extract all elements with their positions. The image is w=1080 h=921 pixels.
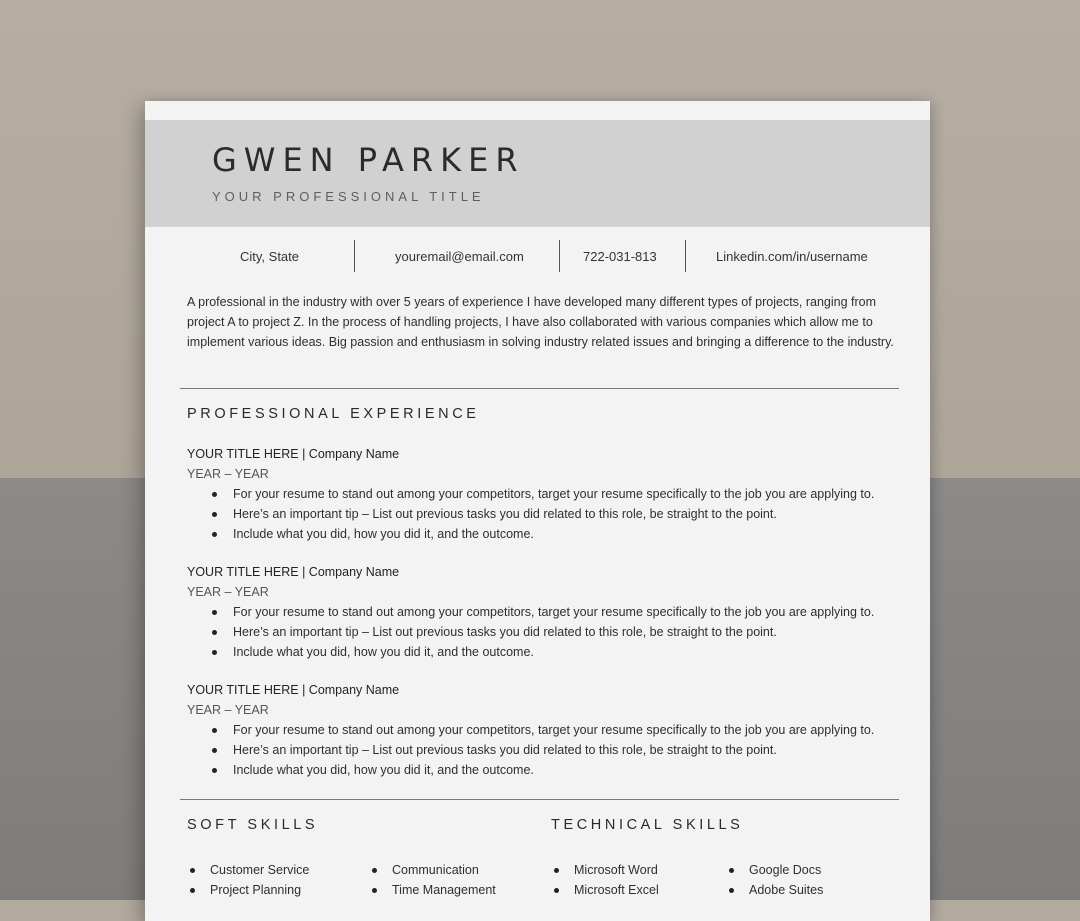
- job-years: YEAR – YEAR: [187, 585, 269, 599]
- contact-linkedin: Linkedin.com/in/username: [716, 248, 868, 264]
- job-bullets: [187, 484, 902, 544]
- section-divider: [180, 799, 899, 800]
- experience-heading: PROFESSIONAL EXPERIENCE: [187, 406, 480, 422]
- job-title: YOUR TITLE HERE | Company Name: [187, 683, 400, 697]
- technical-skills-heading: TECHNICAL SKILLS: [551, 817, 744, 833]
- contact-location: City, State: [240, 248, 300, 264]
- job-bullet: For your resume to stand out among your competitors, target your resume specifically to the job you are applying to.: [187, 720, 902, 740]
- soft-skill-item: Project Planning: [188, 880, 301, 900]
- professional-title: YOUR PROFESSIONAL TITLE: [212, 189, 485, 204]
- job-title: YOUR TITLE HERE | Company Name: [187, 447, 400, 461]
- job-title: YOUR TITLE HERE | Company Name: [187, 565, 400, 579]
- job-bullet: For your resume to stand out among your competitors, target your resume specifically to the job you are applying to.: [187, 602, 902, 622]
- job-bullet: For your resume to stand out among your competitors, target your resume specifically to the job you are applying to.: [187, 484, 902, 504]
- contact-divider: [685, 240, 686, 272]
- contact-divider: [559, 240, 560, 272]
- job-bullet: Include what you did, how you did it, and the outcome.: [187, 642, 902, 662]
- job-entry: [187, 444, 902, 544]
- soft-skill-item: Customer Service: [188, 860, 309, 880]
- contact-email: youremail@email.com: [395, 248, 524, 264]
- job-entry: [187, 562, 902, 662]
- technical-skill-item: Google Docs: [727, 860, 821, 880]
- soft-skills-heading: SOFT SKILLS: [187, 817, 319, 833]
- job-bullets: [187, 602, 902, 662]
- job-years: YEAR – YEAR: [187, 703, 269, 717]
- soft-skill-item: Time Management: [370, 880, 496, 900]
- summary-paragraph: A professional in the industry with over 5 years of experience I have developed many different types of projects, ranging from project A to project Z. In the process of handling projects, I have also collaborated with various companies which allow me to implement various ideas. Big passion and enthusiasm in solving industry related issues and bringing a difference to the industry.: [187, 295, 894, 349]
- contact-divider: [354, 240, 355, 272]
- job-entry: [187, 680, 902, 780]
- job-bullets: [187, 720, 902, 780]
- soft-skill-item: Communication: [370, 860, 479, 880]
- job-bullet: Here’s an important tip – List out previous tasks you did related to this role, be straight to the point.: [187, 622, 902, 642]
- job-bullet: Here’s an important tip – List out previous tasks you did related to this role, be straight to the point.: [187, 740, 902, 760]
- technical-skill-item: Microsoft Excel: [552, 880, 659, 900]
- candidate-name: GWEN PARKER: [212, 141, 525, 179]
- technical-skill-item: Microsoft Word: [552, 860, 658, 880]
- section-divider: [180, 388, 899, 389]
- resume-page: [145, 101, 930, 921]
- technical-skill-item: Adobe Suites: [727, 880, 823, 900]
- job-bullet: Include what you did, how you did it, and the outcome.: [187, 760, 902, 780]
- job-bullet: Here’s an important tip – List out previous tasks you did related to this role, be straight to the point.: [187, 504, 902, 524]
- job-years: YEAR – YEAR: [187, 467, 269, 481]
- job-bullet: Include what you did, how you did it, and the outcome.: [187, 524, 902, 544]
- contact-phone: 722-031-813: [583, 248, 657, 264]
